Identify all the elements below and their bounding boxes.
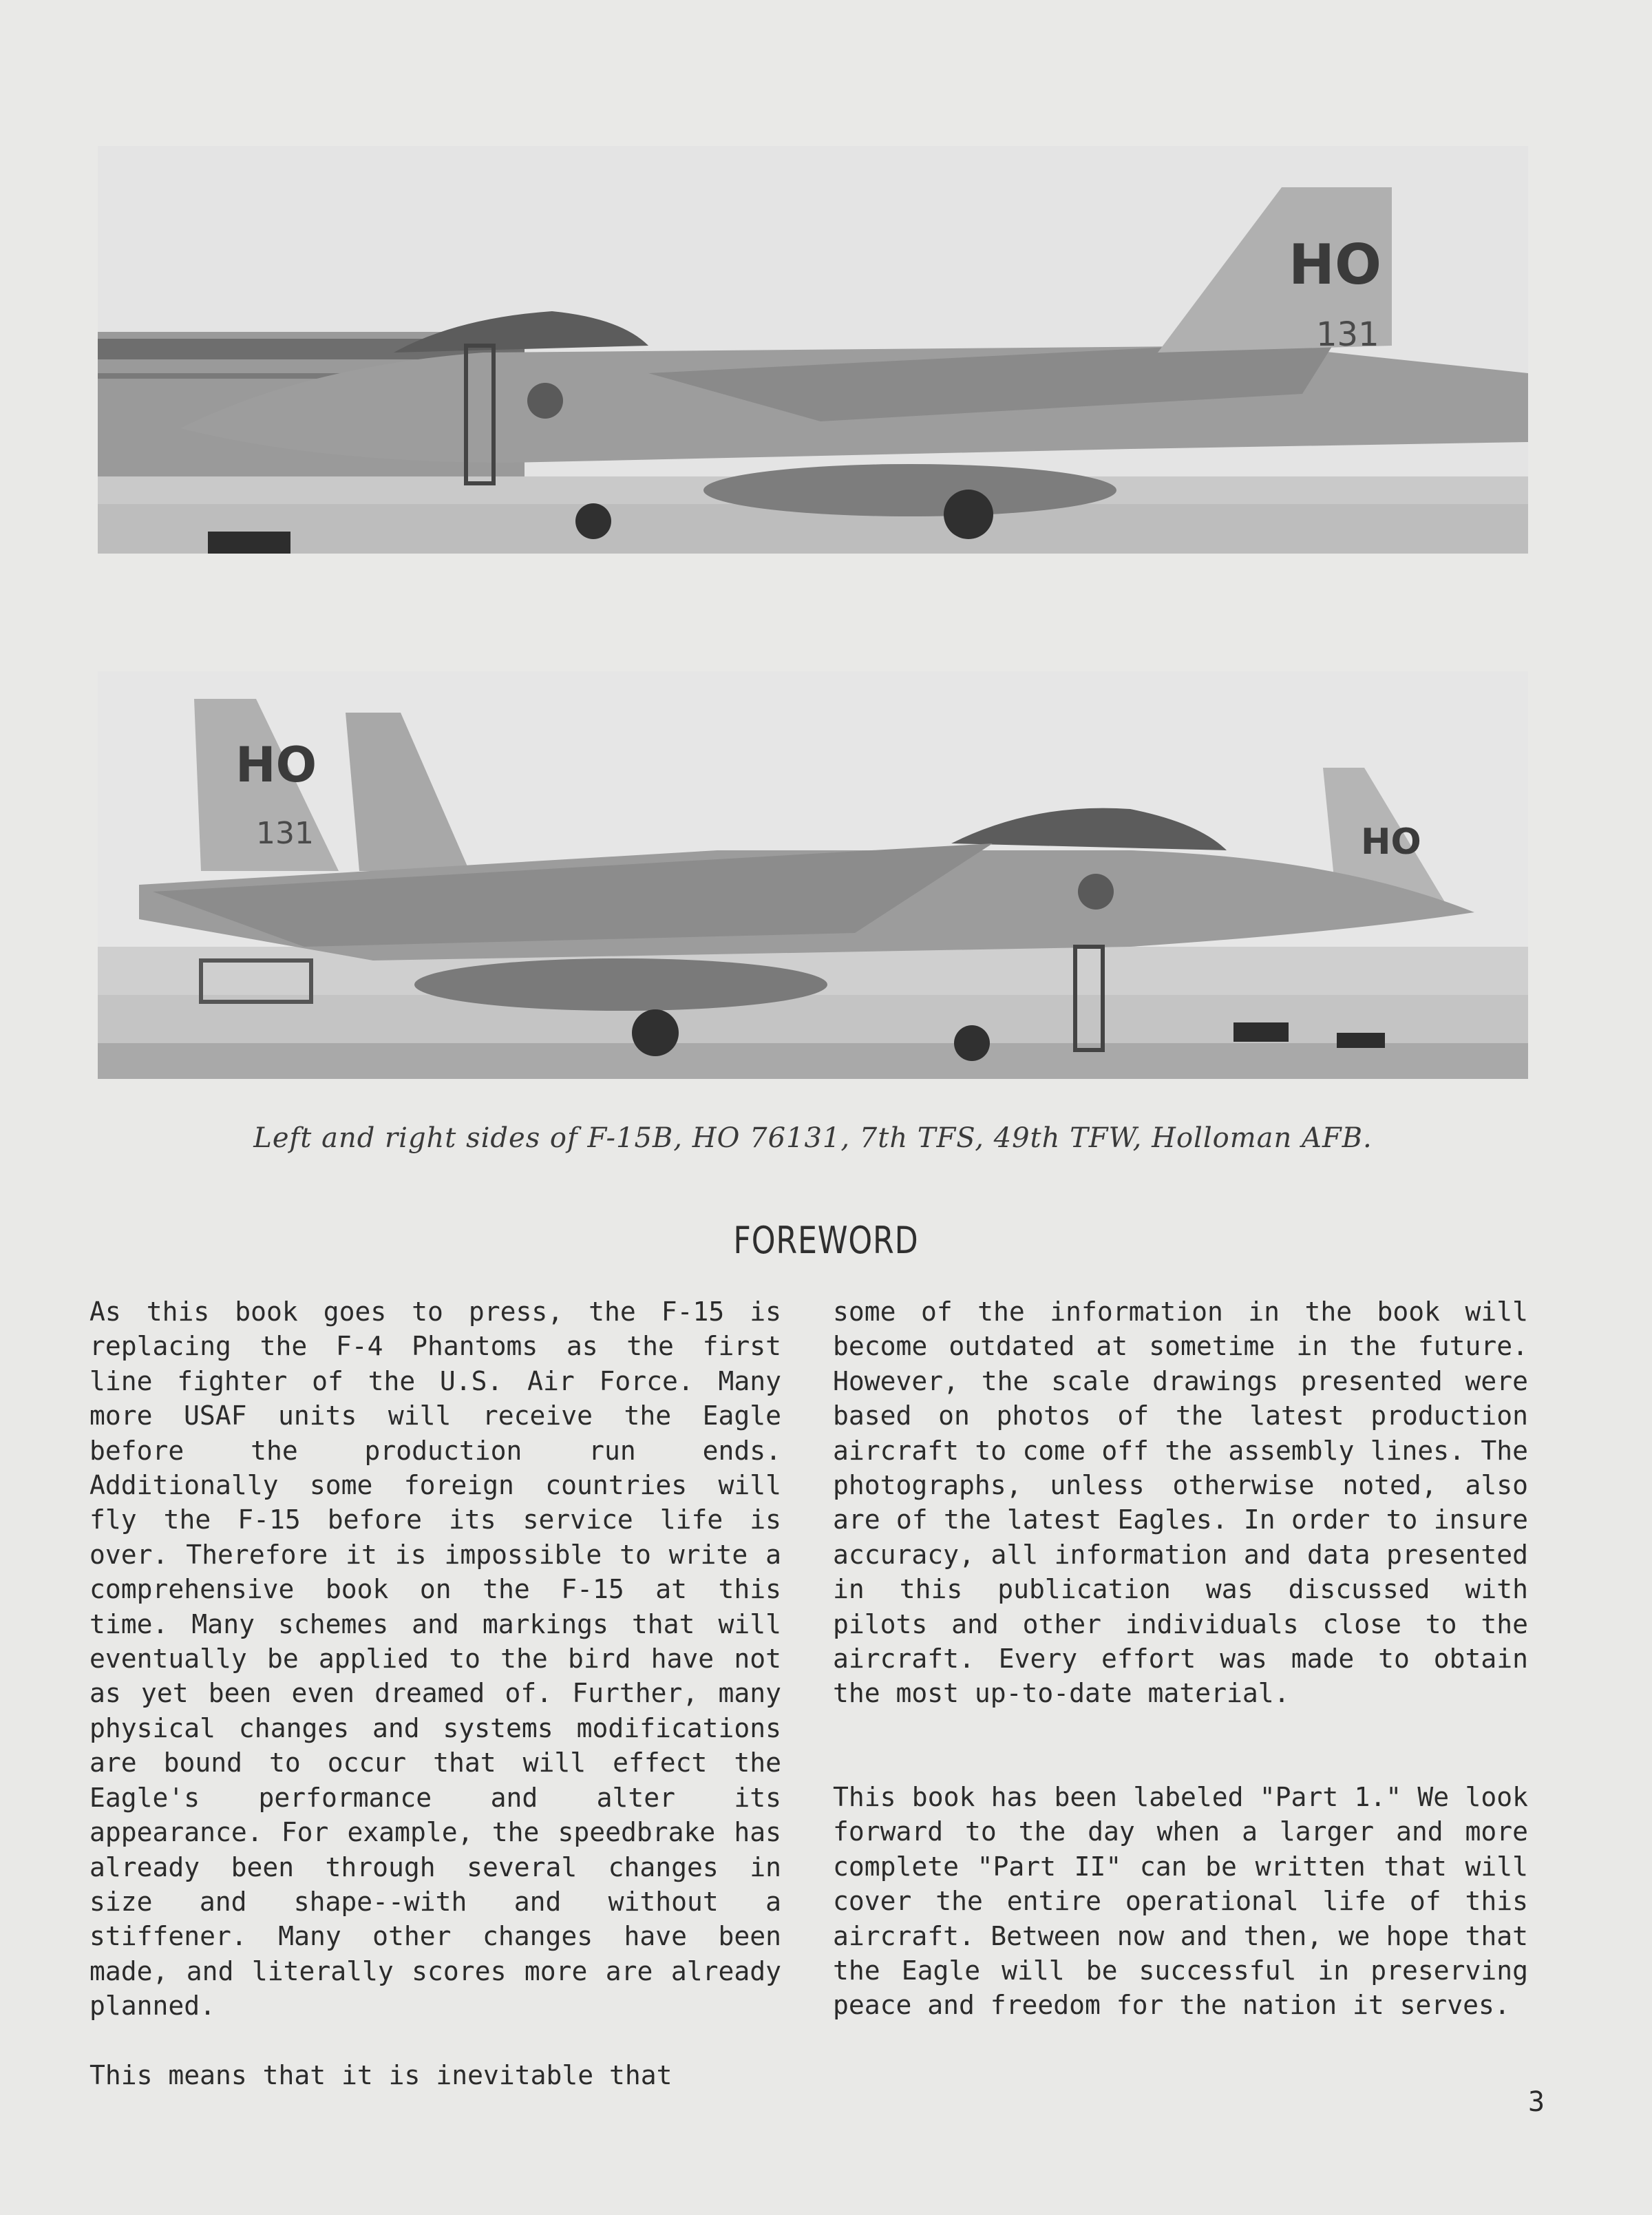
paragraph: This means that it is inevitable that [89, 2059, 673, 2090]
tail-serial-text: 131 [1316, 315, 1379, 354]
tail-code-text-2: HO [235, 737, 317, 793]
text-column-right [833, 1294, 1528, 2023]
paragraph: some of the information in the book will become outdated at sometime in the future. However, the scale drawings presented were based on photos of the latest production aircraft to come off the assembly lines. The photographs, unless otherwise noted, also are of the latest Eagles. In order to insure accuracy, all information and data presented in this publication was discussed with pilots and other individuals close to the aircraft. Every effort was made to obtain the most up-to-date material. [833, 1297, 1528, 1709]
text-column-left [89, 1294, 781, 2092]
section-heading: FOREWORD [733, 1219, 919, 1262]
paragraph: As this book goes to press, the F-15 is replacing the F-4 Phantoms as the first line fighter of the U.S. Air Force. Many more USAF units will receive the Eagle before the production run ends. Additionally some foreign countries will fly the F-15 before its service life is over. Therefore it is impossible to write a comprehensive book on the F-15 at this time. Many schemes and markings that will eventually be applied to the bird have not as yet been even dreamed of. Further, many physical changes and systems modifications are bound to occur that will effect the Eagle's performance and alter its appearance. For example, the speedbrake has already been through several changes in size and shape--with and without a stiffener. Many other changes have been made, and literally scores more are already planned. [89, 1297, 781, 2022]
paragraph: This book has been labeled "Part 1." We look forward to the day when a larger and more complete "Part II" can be written that will cover the entire operational life of this aircraft. Between now and then, we hope that the Eagle will be successful in preserving peace and freedom for the nation it serves. [833, 1781, 1528, 2021]
tail-code-secondary-text: HO [1361, 821, 1421, 863]
page-number: 3 [1528, 2086, 1545, 2118]
aircraft-photo-right-side-image [98, 671, 1528, 1079]
photo-caption: Left and right sides of F-15B, HO 76131, 7th TFS, 49th TFW, Holloman AFB. [253, 1122, 1373, 1154]
aircraft-photo-right-side [98, 671, 1528, 1079]
aircraft-photo-left-side [98, 146, 1528, 554]
aircraft-photo-left-side-image [98, 146, 1528, 554]
tail-code-text: HO [1289, 233, 1381, 297]
tail-serial-text-2: 131 [256, 816, 314, 851]
